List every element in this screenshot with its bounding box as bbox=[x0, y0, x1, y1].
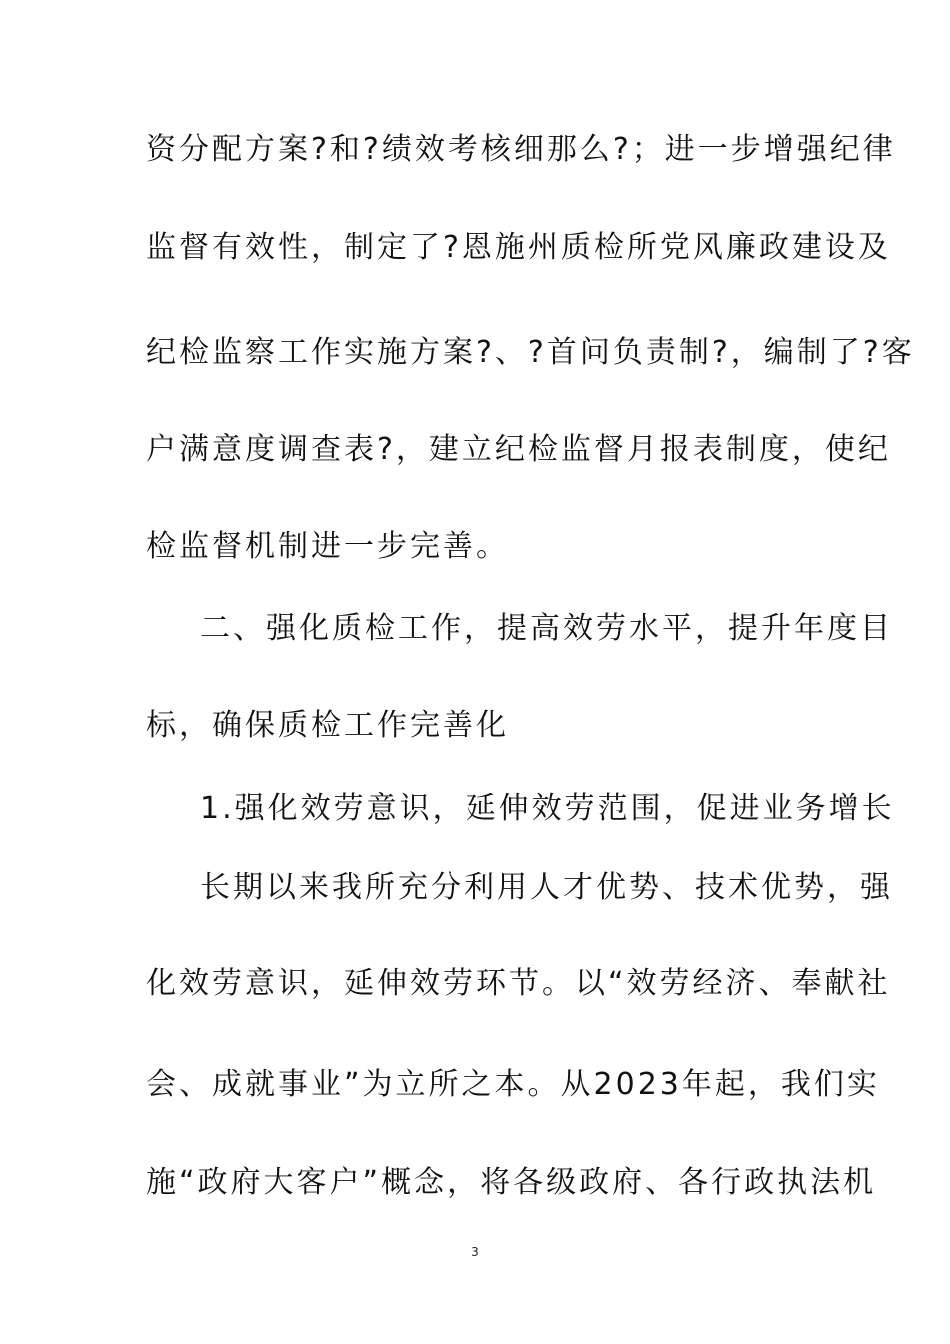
text-line: 长期以来我所充分利用人才优势、技术优势，强 bbox=[200, 870, 893, 905]
text-line: 户满意度调查表?，建立纪检监督月报表制度，使纪 bbox=[146, 432, 891, 467]
text-line: 化效劳意识，延伸效劳环节。以“效劳经济、奉献社 bbox=[146, 966, 891, 1001]
text-line: 会、成就事业”为立所之本。从2023年起，我们实 bbox=[146, 1067, 880, 1102]
text-line: 施“政府大客户”概念，将各级政府、各行政执法机 bbox=[146, 1165, 877, 1200]
text-line: 资分配方案?和?绩效考核细那么?；进一步增强纪律 bbox=[146, 132, 896, 167]
section-heading-line: 二、强化质检工作，提高效劳水平，提升年度目 bbox=[200, 611, 893, 646]
page-number: 3 bbox=[471, 1245, 479, 1259]
section-heading-line: 标，确保质检工作完善化 bbox=[146, 708, 509, 743]
text-line: 纪检监察工作实施方案?、?首问负责制?，编制了?客 bbox=[146, 335, 915, 370]
text-line: 监督有效性，制定了?恩施州质检所党风廉政建设及 bbox=[146, 230, 891, 265]
text-line: 检监督机制进一步完善。 bbox=[146, 529, 509, 564]
subsection-heading: 1.强化效劳意识，延伸效劳范围，促进业务增长 bbox=[200, 791, 895, 826]
